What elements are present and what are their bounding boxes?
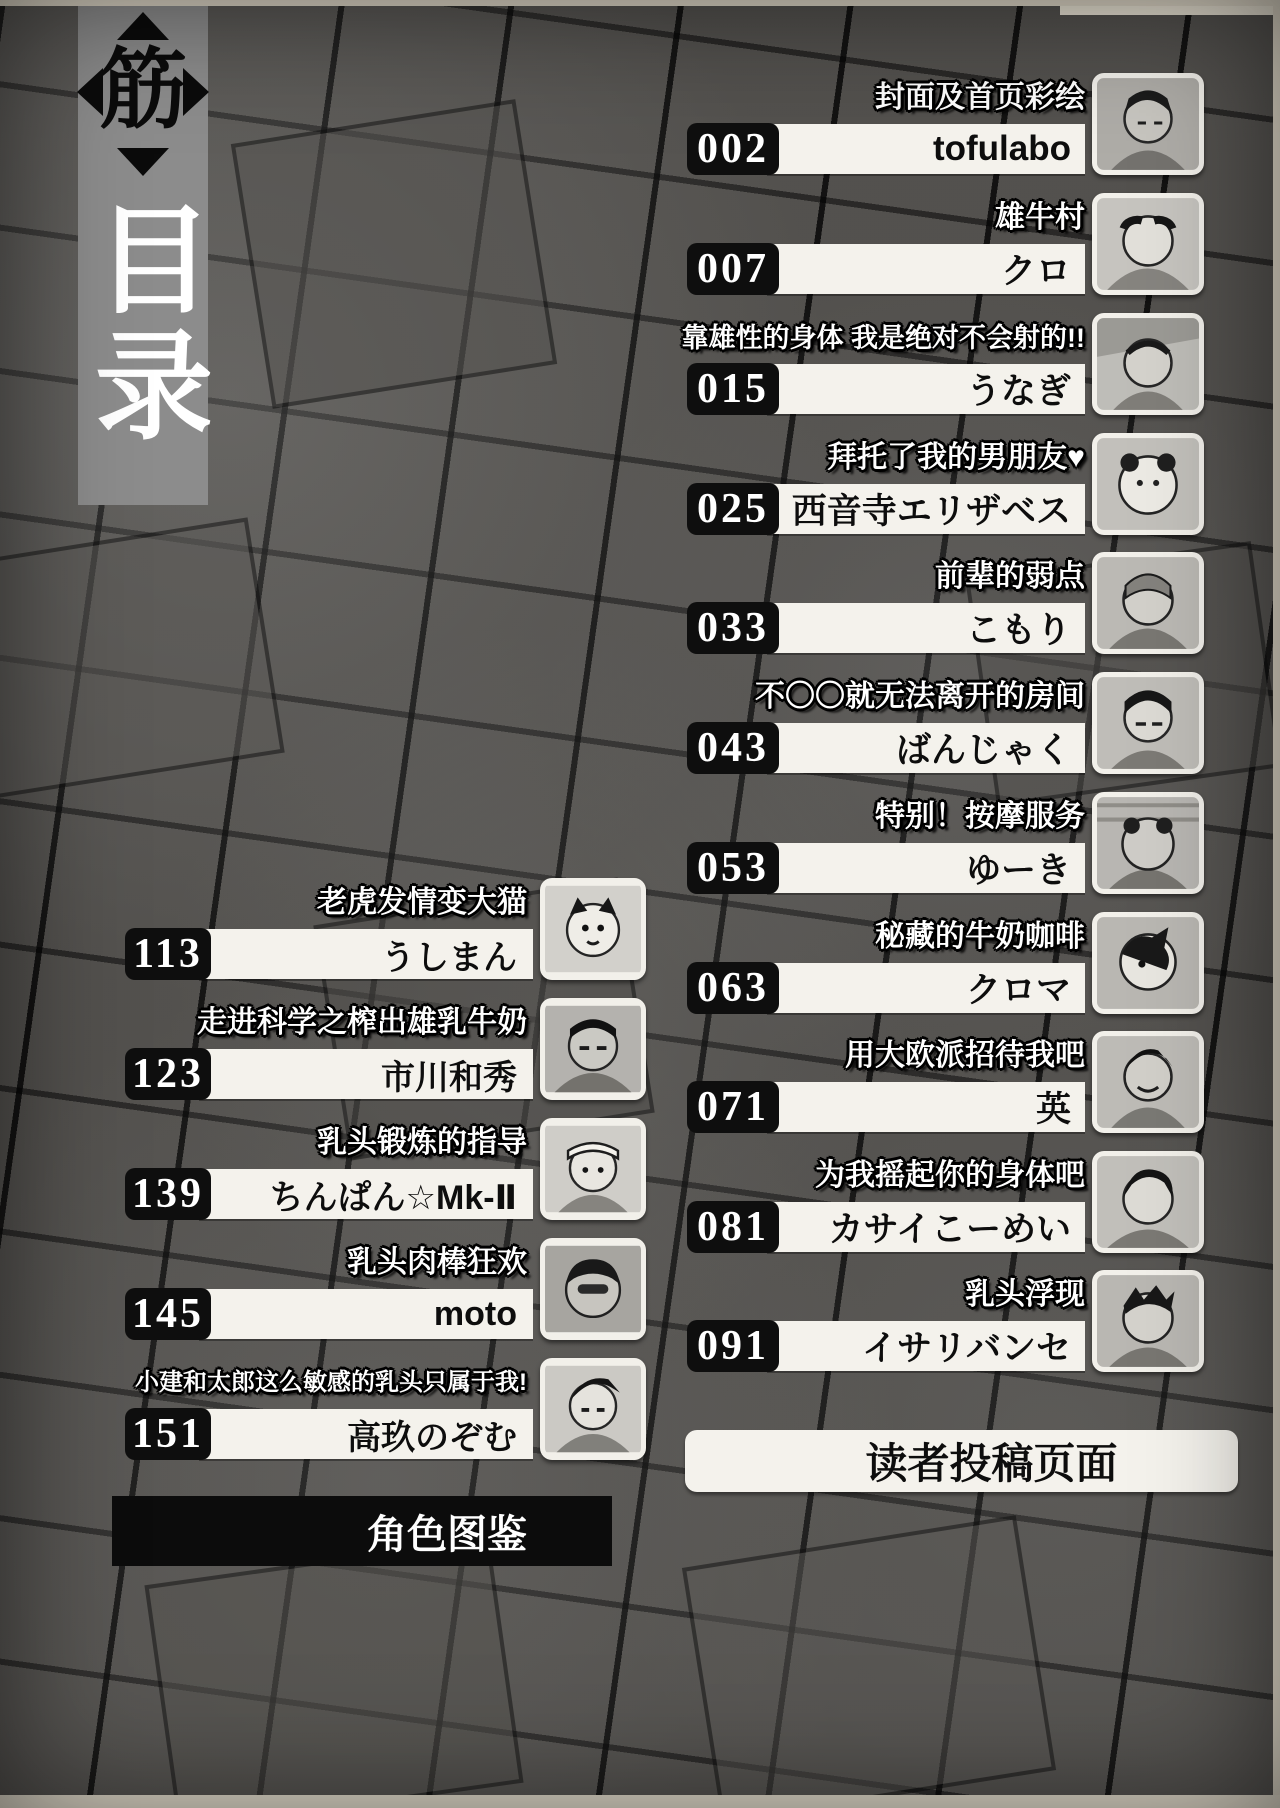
entry-title: 乳头肉棒狂欢: [347, 1246, 527, 1279]
author-name: ゆーき: [767, 843, 1085, 893]
entry-title: 乳头锻炼的指导: [317, 1126, 527, 1159]
entry-title: 不〇〇就无法离开的房间: [755, 680, 1085, 713]
entry-thumbnail: [1092, 193, 1204, 295]
author-name: うなぎ: [767, 364, 1085, 414]
page-number: 123: [125, 1048, 211, 1100]
entry-title: 为我摇起你的身体吧: [815, 1159, 1085, 1192]
author-name: こもり: [767, 603, 1085, 653]
reader-submissions-label: 读者投稿页面: [865, 1440, 1118, 1487]
page-number: 151: [125, 1408, 211, 1460]
character-guide-bar: [112, 1496, 612, 1566]
page-number: 145: [125, 1288, 211, 1340]
author-name: 西音寺エリザベス: [767, 484, 1085, 534]
entry-title: 封面及首页彩绘: [875, 81, 1085, 114]
page-number: 043: [687, 722, 779, 774]
page-number: 007: [687, 243, 779, 295]
author-name: ちんぱん☆Mk-Ⅱ: [199, 1169, 533, 1219]
entry-title: 雄牛村: [995, 201, 1085, 234]
reader-submissions-bar: [685, 1430, 1238, 1492]
page-number: 025: [687, 483, 779, 535]
page-number: 033: [687, 602, 779, 654]
arrow-up-icon: [117, 12, 169, 40]
entry-thumbnail: [540, 878, 646, 980]
author-name: うしまん: [199, 929, 533, 979]
page-number: 081: [687, 1201, 779, 1253]
entry-thumbnail: [540, 998, 646, 1100]
author-name: 英: [767, 1082, 1085, 1132]
author-name: 市川和秀: [199, 1049, 533, 1099]
entry-title: 秘藏的牛奶咖啡: [875, 920, 1085, 953]
entry-thumbnail: [1092, 552, 1204, 654]
page-number: 071: [687, 1081, 779, 1133]
author-name: カサイこーめい: [767, 1202, 1085, 1252]
background-panel: [144, 1537, 523, 1808]
entry-title: 特别！按摩服务: [875, 800, 1085, 833]
page-title: 目录: [77, 198, 209, 450]
page-number: 015: [687, 363, 779, 415]
entry-thumbnail: [540, 1358, 646, 1460]
entry-title: 走进科学之榨出雄乳牛奶: [197, 1006, 527, 1039]
entry-thumbnail: [1092, 73, 1204, 175]
entry-title: 用大欧派招待我吧: [845, 1039, 1085, 1072]
scan-edge: [0, 0, 1280, 6]
entry-title: 前辈的弱点: [935, 560, 1085, 593]
entry-title: 乳头浮现: [965, 1278, 1085, 1311]
entry-title: 小建和太郎这么敏感的乳头只属于我!: [135, 1369, 527, 1396]
author-name: moto: [199, 1289, 533, 1339]
character-guide-label: 角色图鉴: [367, 1512, 527, 1557]
entry-thumbnail: [1092, 672, 1204, 774]
entry-title: 靠雄性的身体 我是绝对不会射的!!: [681, 323, 1085, 353]
page-number: 091: [687, 1320, 779, 1372]
entry-thumbnail: [1092, 792, 1204, 894]
author-name: イサリバンセ: [767, 1321, 1085, 1371]
entry-thumbnail: [1092, 313, 1204, 415]
author-name: ばんじゃく: [767, 723, 1085, 773]
entry-thumbnail: [1092, 433, 1204, 535]
page-number: 002: [687, 123, 779, 175]
author-name: tofulabo: [767, 124, 1085, 174]
page-number: 139: [125, 1168, 211, 1220]
logo-kanji: 筋: [98, 40, 187, 139]
entry-title: 拜托了我的男朋友♥: [827, 441, 1085, 474]
entry-thumbnail: [540, 1238, 646, 1340]
background-panel: [682, 1515, 1056, 1808]
page-number: 063: [687, 962, 779, 1014]
entry-thumbnail: [540, 1118, 646, 1220]
page-number: 113: [125, 928, 211, 980]
page-number: 053: [687, 842, 779, 894]
scan-edge: [1273, 0, 1280, 1808]
author-name: クロマ: [767, 963, 1085, 1013]
author-name: 高玖のぞむ: [199, 1409, 533, 1459]
entry-title: 老虎发情变大猫: [317, 886, 527, 919]
author-name: クロ: [767, 244, 1085, 294]
scan-edge: [0, 1795, 1280, 1808]
